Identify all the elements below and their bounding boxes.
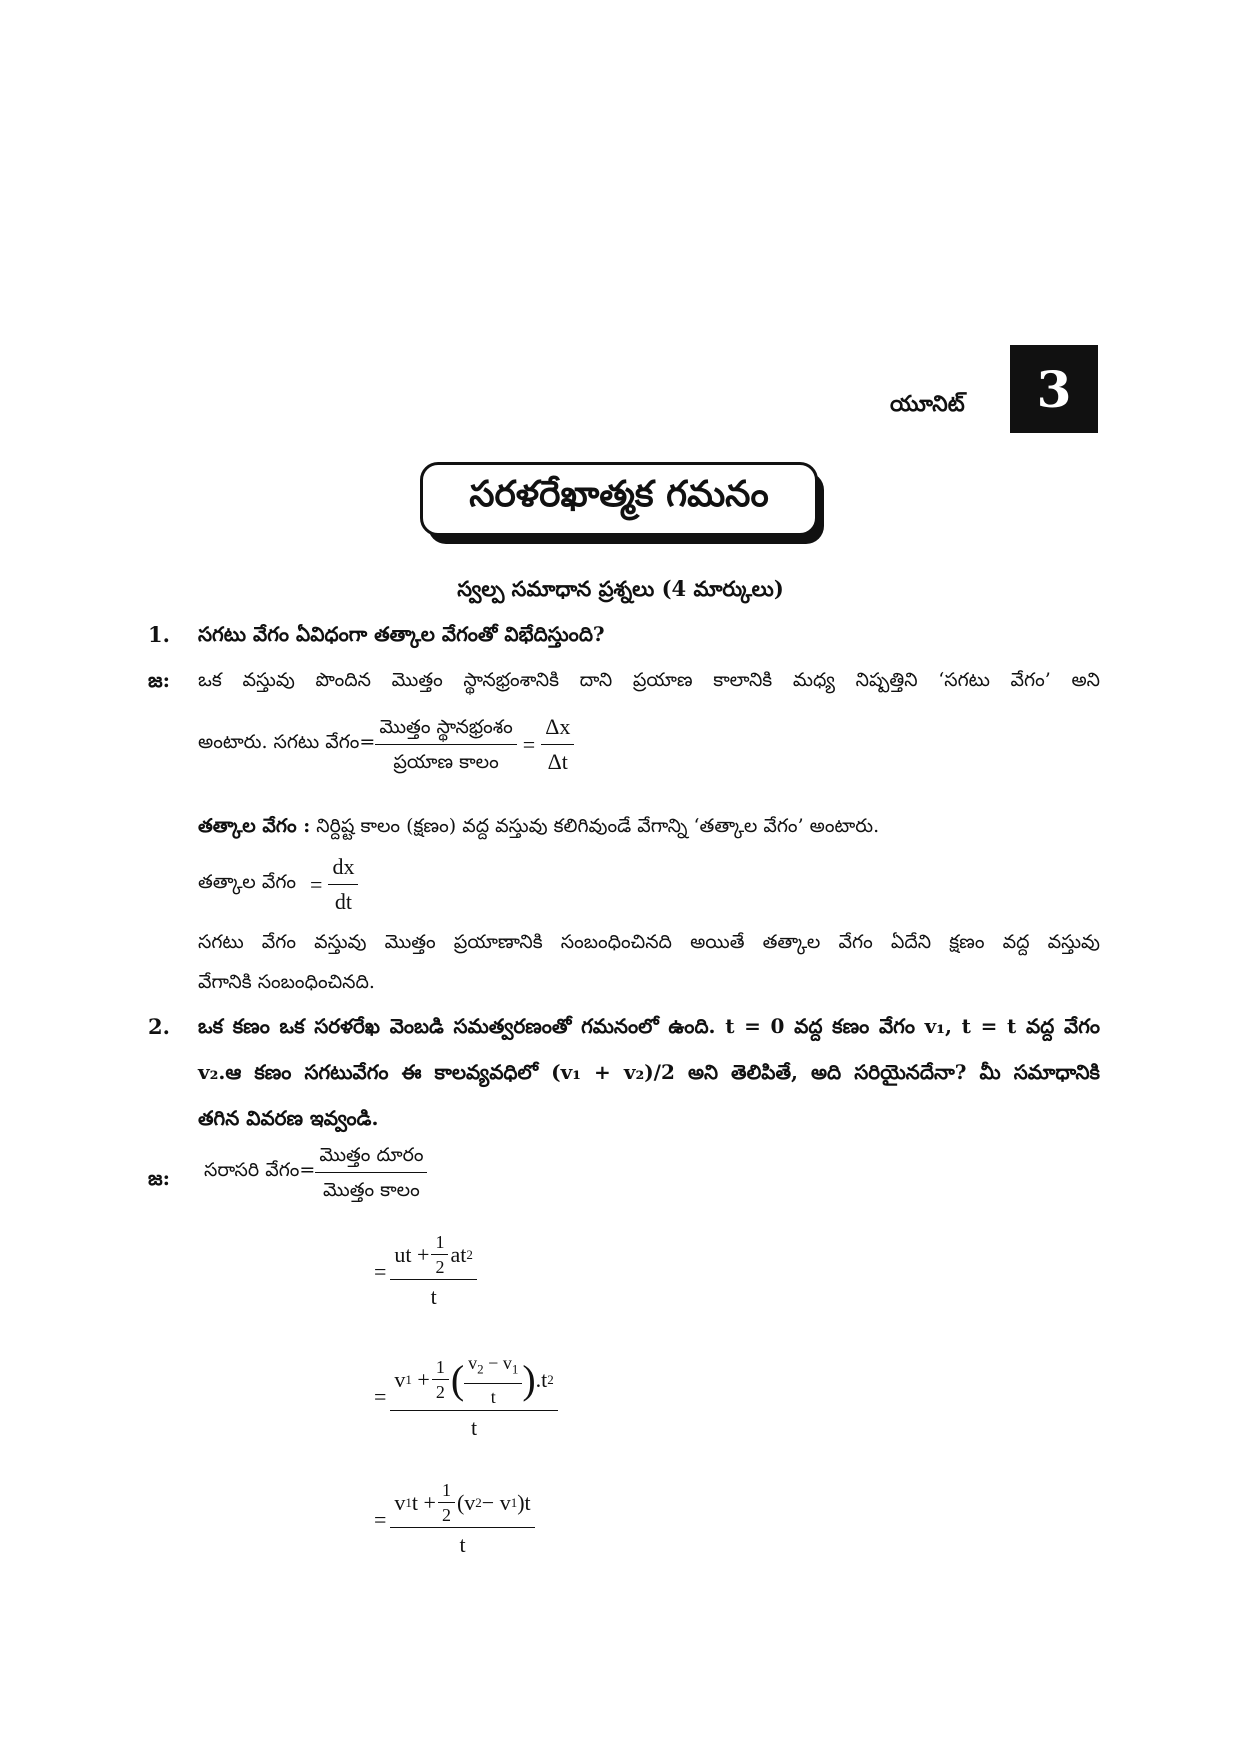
- avg-velocity-fraction-words: [375, 712, 516, 777]
- average-speed-label: సరాసరి వేగం=: [204, 1159, 316, 1181]
- equals-sign: =: [310, 871, 323, 897]
- section-heading: స్వల్ప సమాధాన ప్రశ్నలు (4 మార్కులు): [457, 576, 784, 601]
- question-2-line-2: v₂.ఆ కణం సగటువేగం ఈ కాలవ్యవధిలో (v₁ + v₂)/2 అని తెలిపితే, అది సరియైనదేనా? మీ సమాధానికి: [198, 1060, 1100, 1084]
- question-2-line-3: తగిన వివరణ ఇవ్వండి.: [198, 1106, 379, 1130]
- dx-dt-fraction: [328, 852, 358, 917]
- avg-velocity-prefix: అంటారు. సగటు వేగం=: [198, 731, 376, 753]
- unit-label: యూనిట్: [890, 392, 965, 417]
- dx: dx: [328, 852, 358, 885]
- dt: dt: [334, 889, 353, 914]
- instantaneous-velocity-formula: [198, 852, 358, 917]
- fraction-numerator: మొత్తం స్థానభ్రంశం: [375, 712, 516, 745]
- summary-line-2: వేగానికి సంబంధించినది.: [198, 971, 375, 993]
- unit-number-box: 3: [1010, 345, 1098, 433]
- answer-label-1: జ:: [148, 668, 171, 692]
- equals-sign: =: [522, 731, 536, 757]
- question-number-2: 2.: [148, 1014, 170, 1039]
- instantaneous-velocity-def-text: నిర్దిష్ట కాలం (క్షణం) వద్ద వస్తువు కలిగివుండే వేగాన్ని ‘తత్కాల వేగం’ అంటారు.: [316, 815, 880, 837]
- average-speed-fraction: [315, 1140, 427, 1205]
- summary-line-1: సగటు వేగం వస్తువు మొత్తం ప్రయాణానికి సంబంధించినది అయితే తత్కాల వేగం ఏదేని క్షణం వద్ద వస్తువు: [198, 931, 1100, 953]
- derivation-step-1: = ut + $\frac{1}{2}$ at 2 t: [374, 1232, 477, 1312]
- instantaneous-velocity-label: తత్కాల వేగం: [198, 871, 297, 893]
- derivation-step-2: = v 1 + $\frac{1}{2}$ ( $\frac{v_2 - v_1}{t}$ ) .t 2 t: [374, 1352, 558, 1443]
- delta-t: Δt: [547, 749, 568, 774]
- instantaneous-velocity-term: తత్కాల వేగం :: [198, 815, 311, 837]
- average-speed-formula: [204, 1140, 427, 1205]
- answer-1-line-1: ఒక వస్తువు పొందిన మొత్తం స్థానభ్రంశానికి దాని ప్రయాణ కాలానికి మధ్య నిష్పత్తిని ‘సగటు వేగం’ అని: [198, 669, 1100, 691]
- delta-x: Δx: [541, 712, 574, 745]
- chapter-title: సరళరేఖాత్మక గమనం: [420, 462, 818, 536]
- fraction-denominator: ప్రయాణ కాలం: [393, 751, 499, 773]
- total-distance: మొత్తం దూరం: [315, 1140, 427, 1173]
- derivation-step-3: = v 1 t + $\frac{1}{2}$ (v 2 − v 1 )t t: [374, 1480, 535, 1560]
- instantaneous-velocity-definition: [198, 806, 1100, 846]
- answer-label-2: జ:: [148, 1166, 171, 1190]
- avg-velocity-formula: [198, 712, 574, 777]
- avg-velocity-fraction-symbols: [541, 712, 574, 777]
- question-number-1: 1.: [148, 622, 170, 647]
- total-time: మొత్తం కాలం: [323, 1179, 420, 1201]
- question-1-text: సగటు వేగం ఏవిధంగా తత్కాల వేగంతో విభేదిస్తుంది?: [198, 622, 605, 646]
- question-2-line-1: ఒక కణం ఒక సరళరేఖ వెంబడి సమత్వరణంతో గమనంలో ఉంది. t = 0 వద్ద కణం వేగం v₁, t = t వద్ద వేగం: [198, 1014, 1100, 1038]
